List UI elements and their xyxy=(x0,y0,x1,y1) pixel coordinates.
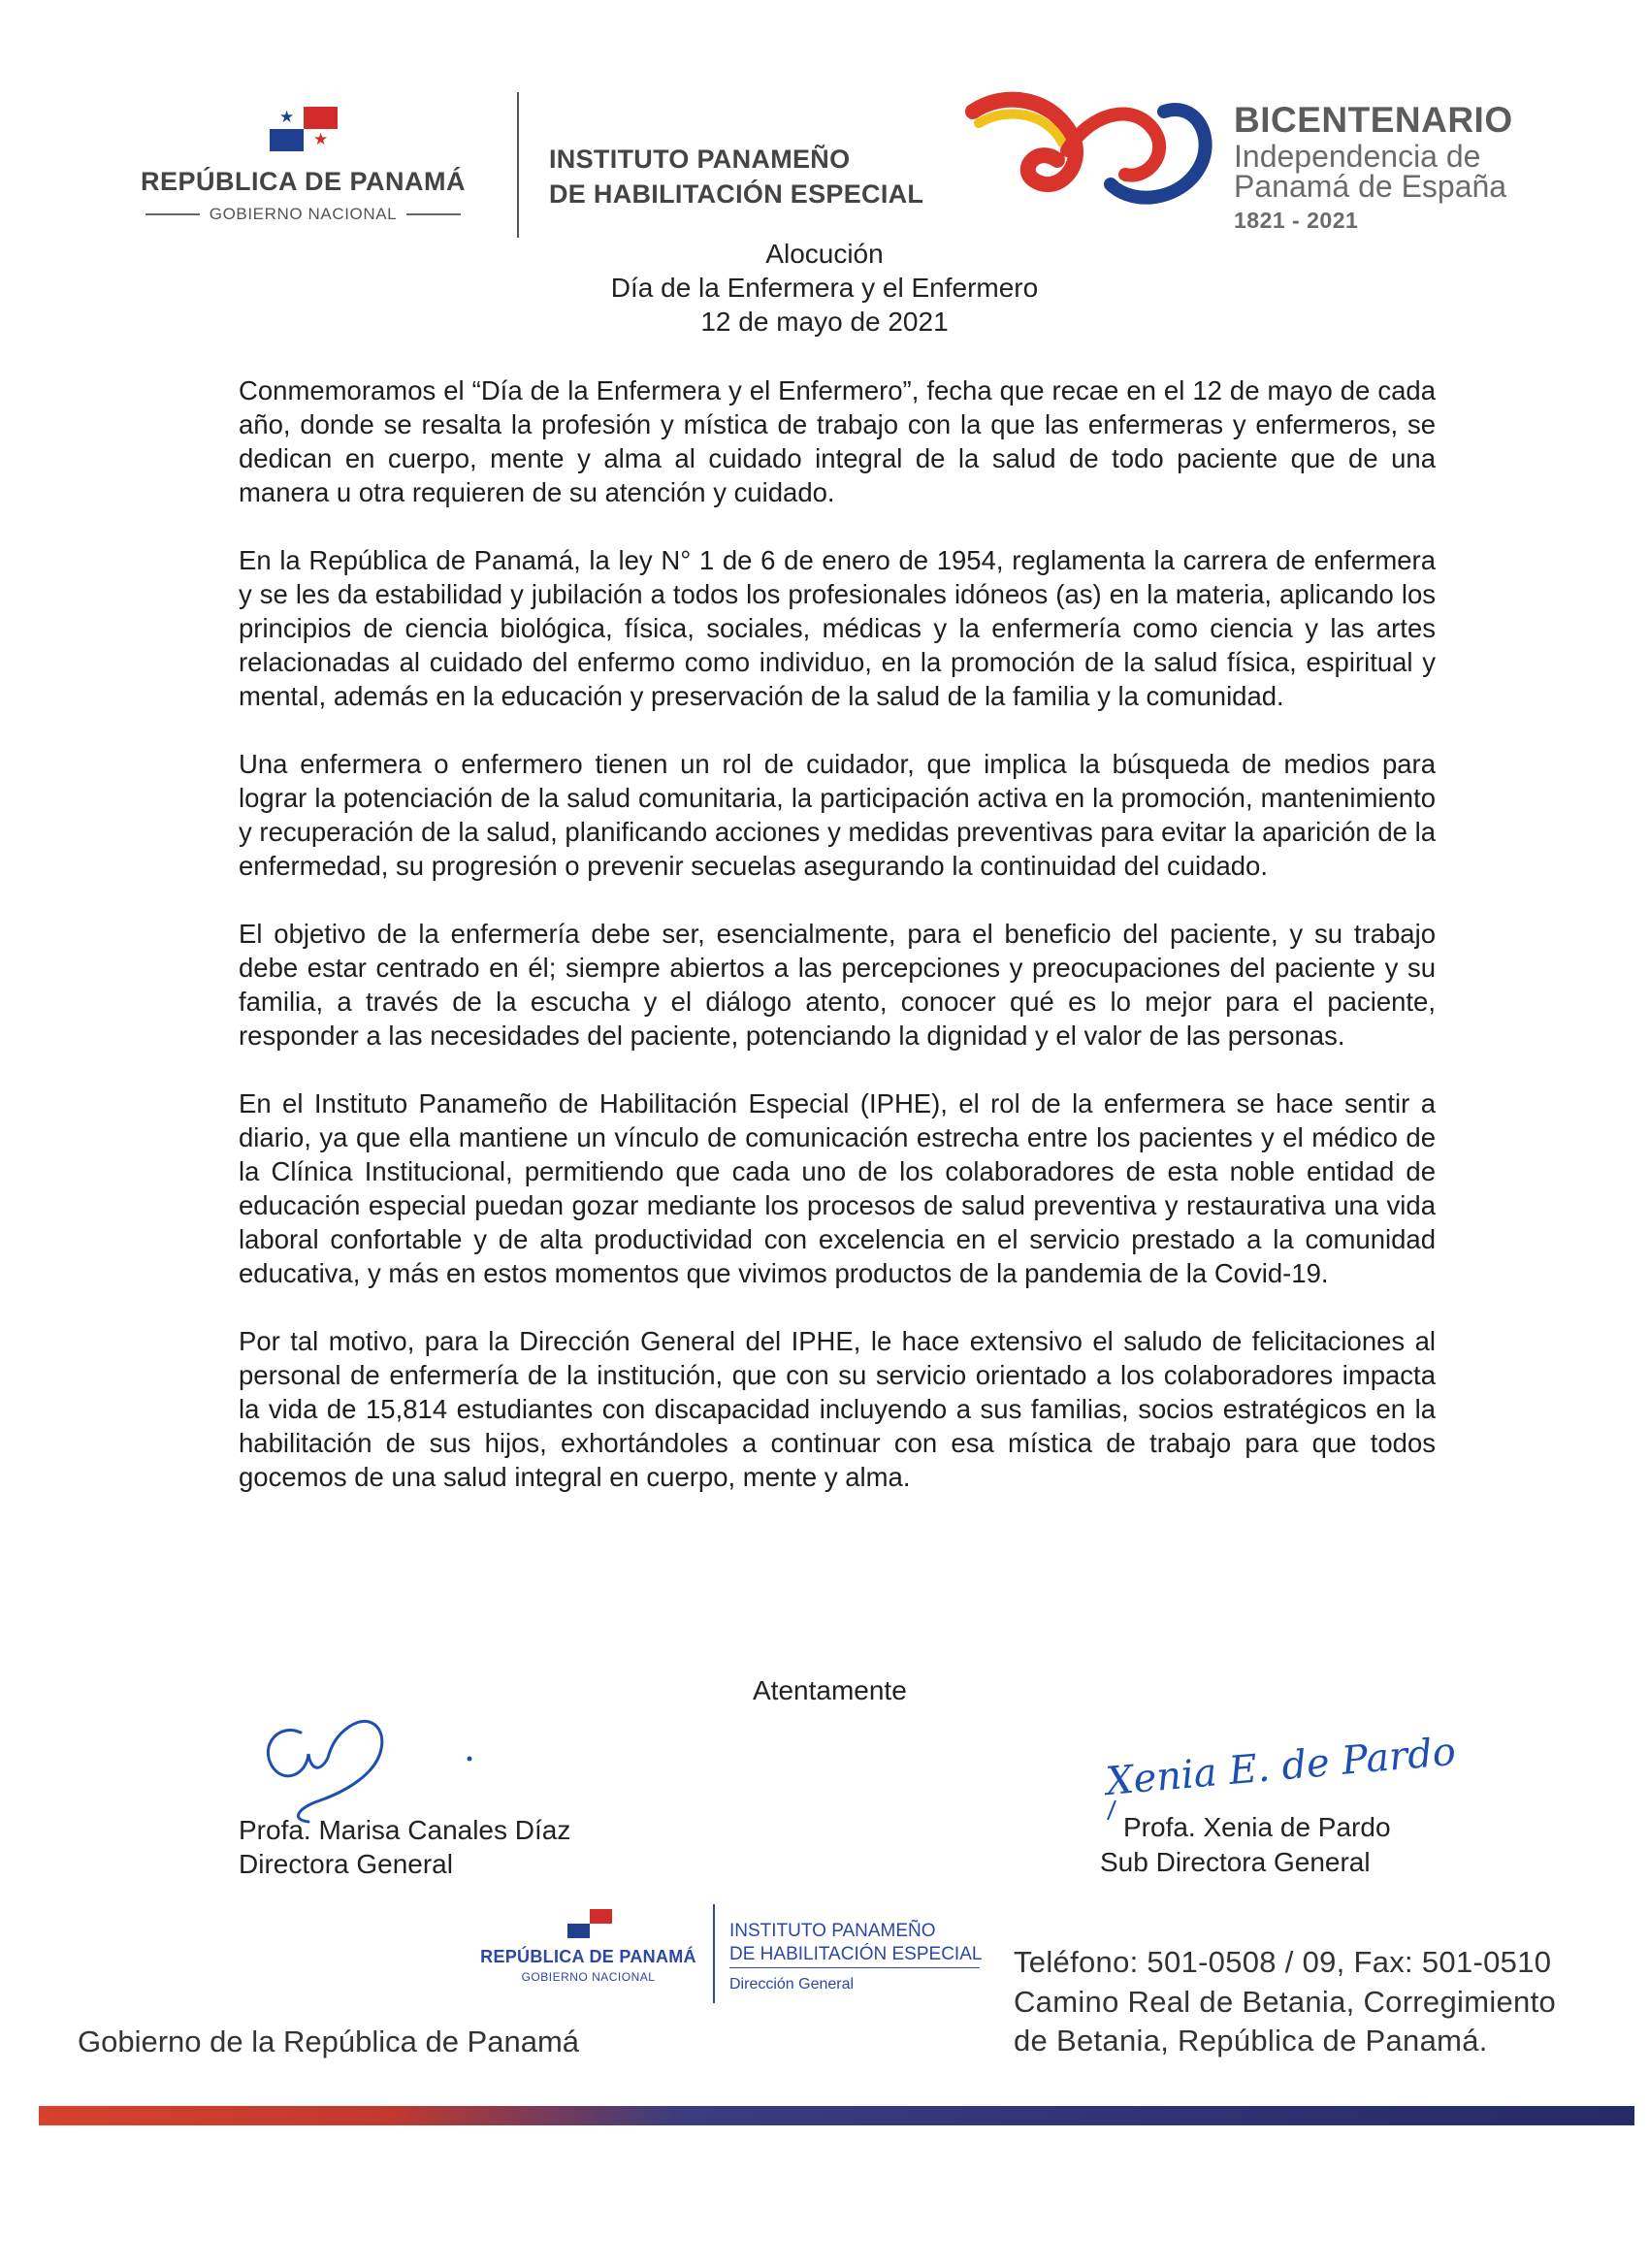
divider xyxy=(146,213,200,215)
signature-right-image xyxy=(1086,1725,1458,1822)
document-subject: Día de la Enfermera y el Enfermero xyxy=(610,273,1039,303)
government-title: REPÚBLICA DE PANAMÁ xyxy=(140,167,466,196)
bicentenario-years: 1821 - 2021 xyxy=(1234,208,1359,233)
letter-body xyxy=(239,373,1436,1494)
signatory-left-name: Profa. Marisa Canales Díaz xyxy=(239,1815,571,1845)
panama-flag-icon: ★ ★ xyxy=(270,107,338,151)
signatory-right-name: Profa. Xenia de Pardo xyxy=(1123,1812,1391,1842)
document-title: Alocución xyxy=(765,239,884,269)
signatory-right-title: Sub Directora General xyxy=(1100,1847,1371,1877)
government-subtitle-row xyxy=(146,205,461,224)
stamp-institute-line1: INSTITUTO PANAMEÑO xyxy=(729,1921,936,1941)
stamp-government-title: REPÚBLICA DE PANAMÁ xyxy=(480,1947,696,1966)
signature-left-image xyxy=(250,1676,483,1831)
stamp-government-subtitle: GOBIERNO NACIONAL xyxy=(521,1970,656,1984)
signature-right-script: Xenia E. de Pardo xyxy=(1104,1729,1458,1805)
paragraph: Por tal motivo, para la Dirección General del IPHE, le hace extensivo el saludo de felicitaciones al personal de enfermería de la institución, que con su servicio orientado a los colaboradores impacta la vida de 15,814 estudiantes con discapacidad incluyendo a sus familias, socios estratégicos en la habilitación de sus hijos, exhortándoles a continuar con esa mística de trabajo para que todos gocemos de una salud integral en cuerpo, mente y alma. xyxy=(239,1326,1436,1492)
stamp-institute-line2: DE HABILITACIÓN ESPECIAL xyxy=(729,1944,983,1964)
stamp-underline xyxy=(729,1967,980,1968)
stamp-department: Dirección General xyxy=(729,1976,855,1993)
paragraph: En la República de Panamá, la ley N° 1 de 6 de enero de 1954, reglamenta la carrera de enfermera y se les da estabilidad y jubilación a todos los profesionales idóneos (as) en la materia, aplicando los principios de ciencia biológica, física, sociales, médicas y la enfermería como ciencia y las artes relacionadas al cuidado del enfermo como individuo, en la promoción de la salud física, espiritual y mental, además en la educación y preservación de la salud de la familia y la comunidad. xyxy=(239,545,1436,711)
divider xyxy=(406,213,461,215)
footer-government: Gobierno de la República de Panamá xyxy=(78,2025,580,2058)
paragraph: En el Instituto Panameño de Habilitación Especial (IPHE), el rol de la enfermera se hace sentir a diario, ya que ella mantiene un vínculo de comunicación estrecha entre los pacientes y el médico de la Clínica Institucional, permitiendo que cada uno de los colaboradores de esta noble entidad de educación especial puedan gozar mediante los procesos de salud preventiva y restaurativa una vida laboral confortable y de alta productividad con excelencia en el servicio prestado a la comunidad educativa, y más en estos momentos que vivimos productos de la pandemia de la Covid-19. xyxy=(239,1088,1436,1288)
institute-name-line1: INSTITUTO PANAMEÑO xyxy=(549,145,851,174)
paragraph: Una enfermera o enfermero tienen un rol de cuidador, que implica la búsqueda de medios para lograr la potenciación de la salud comunitaria, la participación activa en la promoción, mantenimiento y recuperación de la salud, planificando acciones y medidas preventivas para evitar la aparición de la enfermedad, su progresión o prevenir secuelas asegurando la continuidad del cuidado. xyxy=(239,749,1436,881)
government-subtitle: GOBIERNO NACIONAL xyxy=(209,205,398,223)
paragraph: Conmemoramos el “Día de la Enfermera y el Enfermero”, fecha que recae en el 12 de mayo de cada año, donde se resalta la profesión y mística de trabajo con la que las enfermeras y enfermeros, se dedican en cuerpo, mente y alma al cuidado integral de la salud de todo paciente que de una manera u otra requieren de su atención y cuidado. xyxy=(239,375,1436,507)
paragraph: El objetivo de la enfermería debe ser, esencialmente, para el beneficio del paciente, y su trabajo debe estar centrado en él; siempre abiertos a las percepciones y preocupaciones del paciente y su familia, a través de la escucha y el diálogo atento, conocer qué es lo mejor para el paciente, responder a las necesidades del paciente, potenciando la dignidad y el valor de las personas. xyxy=(239,919,1436,1051)
stamp-divider xyxy=(713,1904,715,2003)
panama-flag-stamp-icon xyxy=(567,1909,612,1938)
bicentenario-line1: Independencia de xyxy=(1234,139,1481,174)
signatory-left-title: Directora General xyxy=(239,1849,453,1879)
bicentenario-line2: Panamá de España xyxy=(1234,169,1507,204)
footer-address-line2: de Betania, República de Panamá. xyxy=(1014,2024,1488,2057)
bicentenario-ribbon-logo xyxy=(965,92,1222,213)
footer-color-bar xyxy=(39,2106,1634,2125)
institute-name-line2: DE HABILITACIÓN ESPECIAL xyxy=(549,179,924,209)
closing-salutation: Atentamente xyxy=(753,1675,907,1705)
bicentenario-title: BICENTENARIO xyxy=(1234,100,1513,140)
footer-phone: Teléfono: 501-0508 / 09, Fax: 501-0510 xyxy=(1014,1945,1552,1979)
footer-address-line1: Camino Real de Betania, Corregimiento xyxy=(1014,1985,1557,2019)
document-date: 12 de mayo de 2021 xyxy=(700,307,949,337)
header-divider xyxy=(517,92,519,238)
